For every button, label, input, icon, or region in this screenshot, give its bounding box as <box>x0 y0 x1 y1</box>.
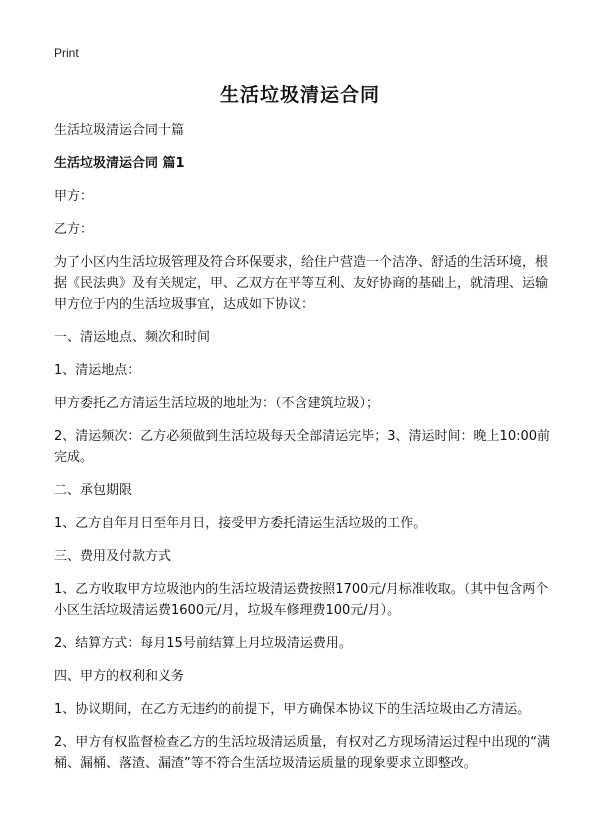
clause-location: 1、清运地点： <box>54 363 141 378</box>
document-title: 生活垃圾清运合同 <box>219 84 380 106</box>
print-label: Print <box>54 46 79 60</box>
document-subtitle: 生活垃圾清运合同十篇 <box>54 123 185 138</box>
heading-fees-payment: 三、费用及付款方式 <box>54 549 172 564</box>
clause-party-a-guarantee: 1、协议期间，在乙方无违约的前提下，甲方确保本协议下的生活垃圾由乙方清运。 <box>54 702 531 717</box>
clause-location-text: 甲方委托乙方清运生活垃圾的地址为：（不含建筑垃圾）； <box>54 396 380 411</box>
party-a-line: 甲方： <box>54 189 94 204</box>
clause-settlement: 2、结算方式：每月15号前结算上月垃圾清运费用。 <box>54 636 352 651</box>
intro-paragraph: 为了小区内生活垃圾管理及符合环保要求，给住户营造一个洁净、舒适的生活环境，根据《民法典》及有关规定，甲、乙双方在平等互利、友好协商的基础上，就清理、运输甲方位于内的生活垃圾事宜，达成如下协议： <box>54 255 549 312</box>
heading-location-frequency: 一、清运地点、频次和时间 <box>54 330 211 345</box>
party-b-line: 乙方： <box>54 222 94 237</box>
clause-fee: 1、乙方收取甲方垃圾池内的生活垃圾清运费按照1700元/月标准收取。（其中包含两个小区生活垃圾清运费1600元/月，垃圾车修理费100元/月）。 <box>54 582 549 618</box>
document-body <box>54 120 554 786</box>
section-title: 生活垃圾清运合同 篇1 <box>54 156 185 171</box>
clause-party-a-supervision: 2、甲方有权监督检查乙方的生活垃圾清运质量，有权对乙方现场清运过程中出现的“满桶、漏桶、落渣、漏渣”等不符合生活垃圾清运质量的现象要求立即整改。 <box>54 735 551 771</box>
heading-party-a-rights: 四、甲方的权利和义务 <box>54 669 185 684</box>
clause-term: 1、乙方自年月日至年月日，接受甲方委托清运生活垃圾的工作。 <box>54 516 427 531</box>
clause-frequency: 2、清运频次：乙方必须做到生活垃圾每天全部清运完毕；3、清运时间：晚上10:00前完成。 <box>54 429 551 465</box>
heading-contract-term: 二、承包期限 <box>54 483 133 498</box>
